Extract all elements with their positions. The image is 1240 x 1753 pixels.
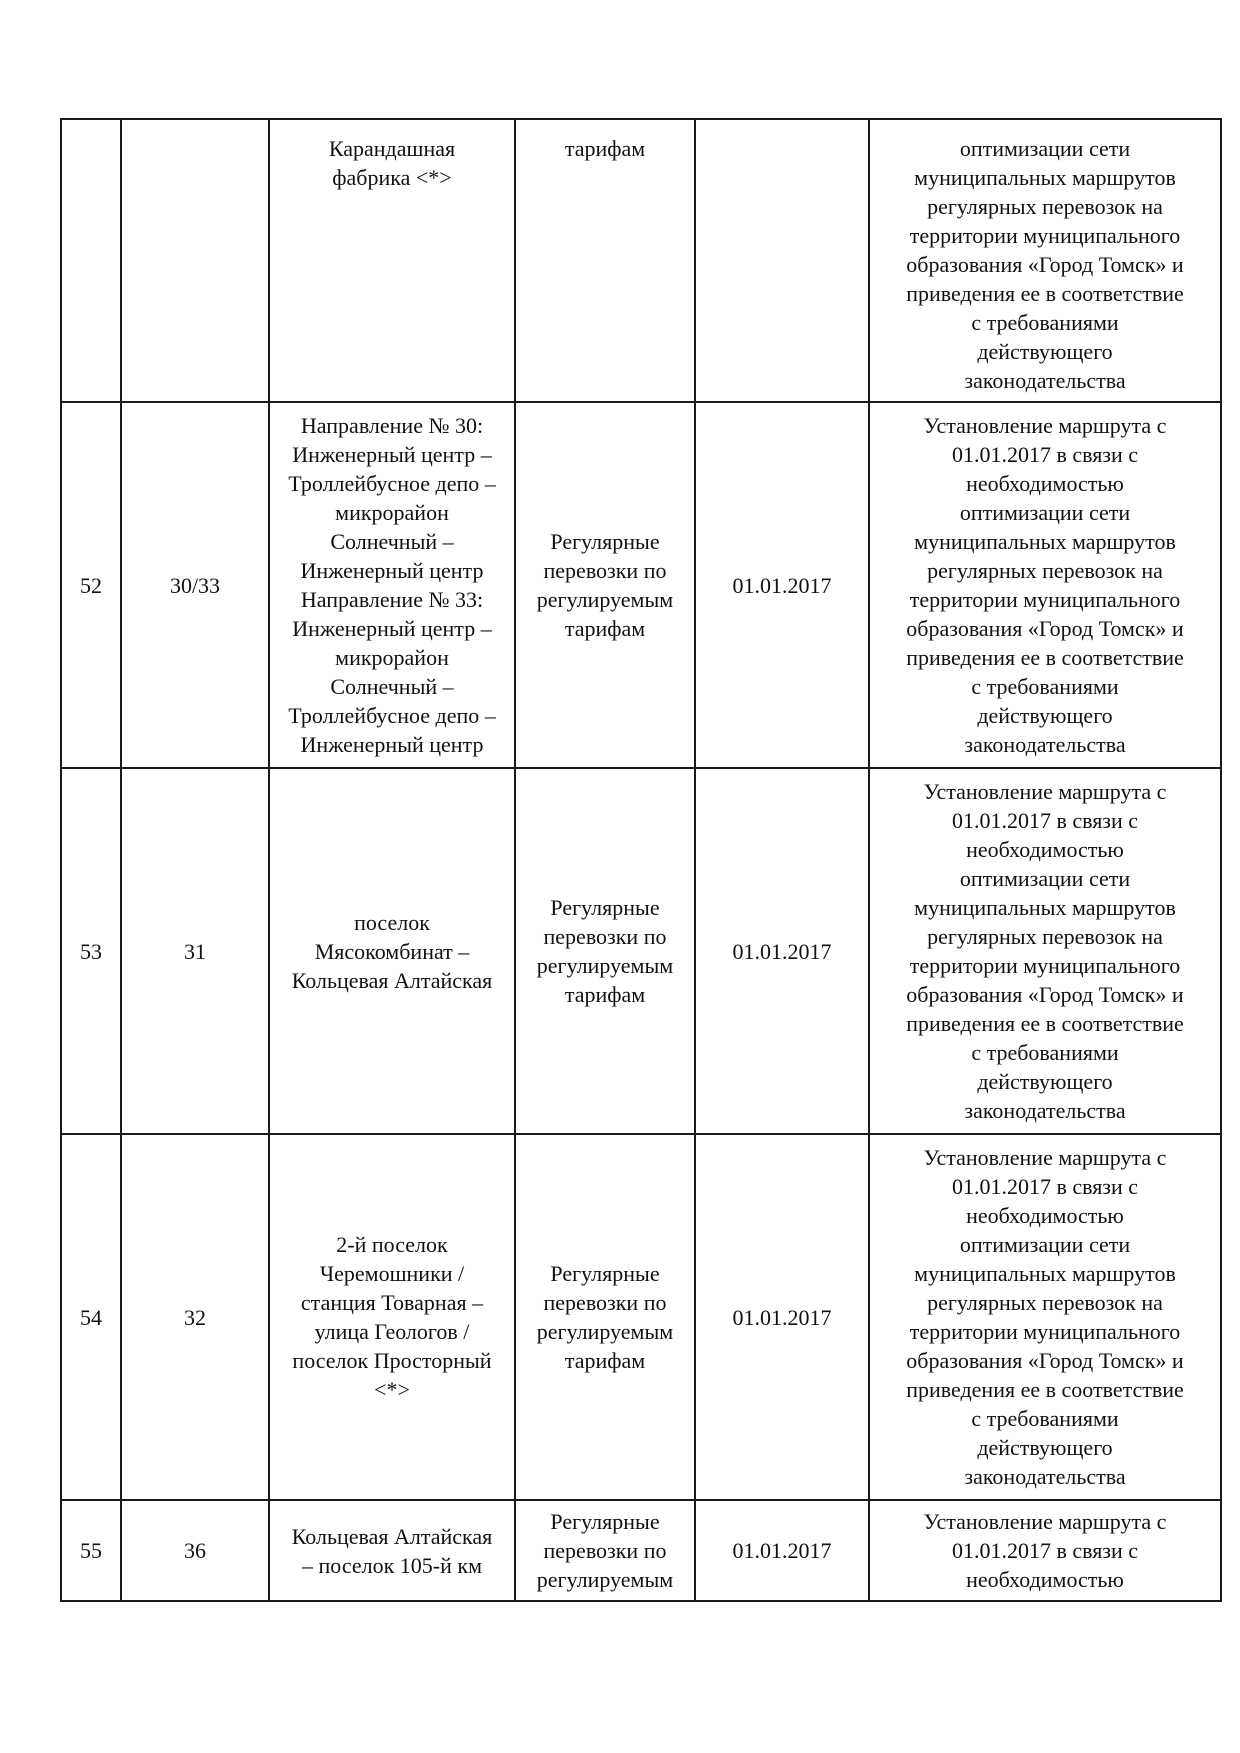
route-name-cell: Карандашная фабрика <*> — [269, 119, 515, 402]
row-number-cell: 53 — [61, 768, 121, 1134]
route-number-cell: 31 — [121, 768, 269, 1134]
transport-type-cell: Регулярные перевозки по регулируемым тарифам — [515, 1134, 695, 1500]
table-row — [61, 1500, 1221, 1601]
row-number-cell: 52 — [61, 402, 121, 768]
row-number-cell: 55 — [61, 1500, 121, 1601]
row-number-cell — [61, 119, 121, 402]
date-cell: 01.01.2017 — [695, 1500, 869, 1601]
routes-table — [60, 118, 1222, 1602]
route-number-cell: 30/33 — [121, 402, 269, 768]
reason-cell: Установление маршрута с 01.01.2017 в связи с необходимостью — [869, 1500, 1221, 1601]
route-name-cell: Кольцевая Алтайская – поселок 105-й км — [269, 1500, 515, 1601]
reason-cell: Установление маршрута с 01.01.2017 в связи с необходимостью оптимизации сети муниципальных маршрутов регулярных перевозок на территории муниципального образования «Город Томск» и приведения ее в соответствие с требованиями действующего законодательства — [869, 768, 1221, 1134]
route-number-cell: 32 — [121, 1134, 269, 1500]
reason-cell: Установление маршрута с 01.01.2017 в связи с необходимостью оптимизации сети муниципальных маршрутов регулярных перевозок на территории муниципального образования «Город Томск» и приведения ее в соответствие с требованиями действующего законодательства — [869, 402, 1221, 768]
transport-type-cell: Регулярные перевозки по регулируемым тарифам — [515, 402, 695, 768]
route-name-cell: Направление № 30: Инженерный центр – Троллейбусное депо – микрорайон Солнечный – Инженерный центр Направление № 33: Инженерный центр – микрорайон Солнечный – Троллейбусное депо – Инженерный центр — [269, 402, 515, 768]
transport-type-cell: тарифам — [515, 119, 695, 402]
route-name-cell: 2-й поселок Черемошники / станция Товарная – улица Геологов / поселок Просторный <*> — [269, 1134, 515, 1500]
date-cell — [695, 119, 869, 402]
table-row — [61, 768, 1221, 1134]
transport-type-cell: Регулярные перевозки по регулируемым тарифам — [515, 768, 695, 1134]
table-row — [61, 119, 1221, 402]
date-cell: 01.01.2017 — [695, 402, 869, 768]
transport-type-cell: Регулярные перевозки по регулируемым — [515, 1500, 695, 1601]
route-number-cell — [121, 119, 269, 402]
date-cell: 01.01.2017 — [695, 768, 869, 1134]
row-number-cell: 54 — [61, 1134, 121, 1500]
table-row — [61, 402, 1221, 768]
document-page — [60, 118, 1220, 1602]
reason-cell: оптимизации сети муниципальных маршрутов регулярных перевозок на территории муниципального образования «Город Томск» и приведения ее в соответствие с требованиями действующего законодательства — [869, 119, 1221, 402]
date-cell: 01.01.2017 — [695, 1134, 869, 1500]
table-row — [61, 1134, 1221, 1500]
route-number-cell: 36 — [121, 1500, 269, 1601]
reason-cell: Установление маршрута с 01.01.2017 в связи с необходимостью оптимизации сети муниципальных маршрутов регулярных перевозок на территории муниципального образования «Город Томск» и приведения ее в соответствие с требованиями действующего законодательства — [869, 1134, 1221, 1500]
route-name-cell: поселок Мясокомбинат – Кольцевая Алтайская — [269, 768, 515, 1134]
